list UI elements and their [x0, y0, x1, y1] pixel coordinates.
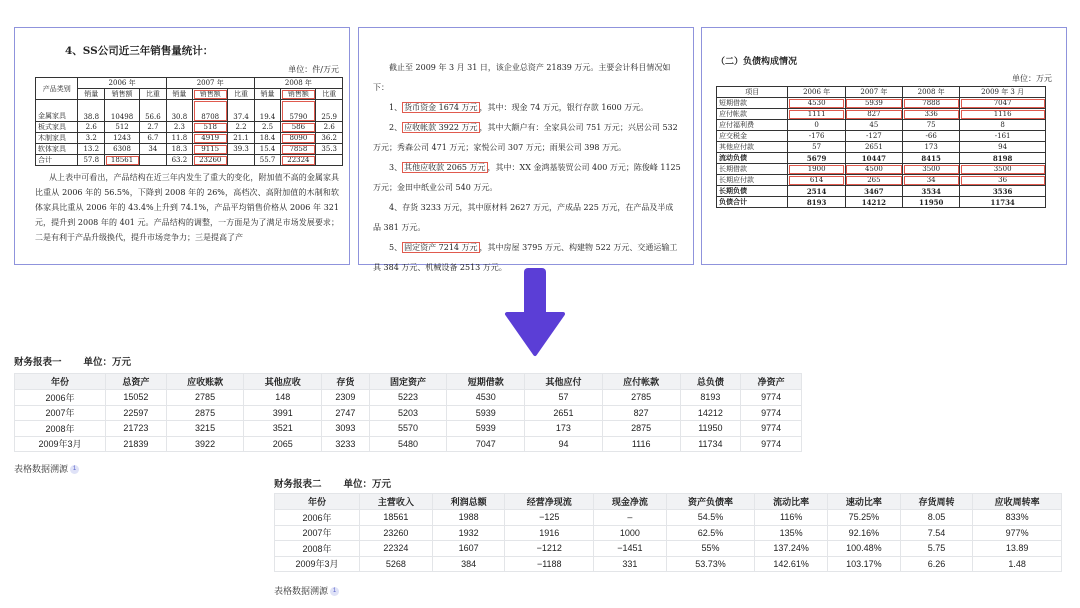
table-cell: 103.17%	[828, 556, 901, 572]
table-cell: 18.4	[254, 133, 281, 144]
table-cell: 金属家具	[36, 100, 78, 122]
table-cell: 应交税金	[717, 131, 788, 142]
table-cell: −125	[505, 510, 594, 526]
report1-table	[14, 373, 802, 452]
report1-source-link[interactable]	[14, 462, 79, 475]
item-number: 1、	[389, 103, 403, 112]
sales-table	[35, 77, 343, 166]
table-cell: 2008年	[275, 541, 360, 557]
table-cell: 518	[193, 122, 228, 133]
table-cell: 92.16%	[828, 525, 901, 541]
table-cell: 1607	[432, 541, 505, 557]
table-cell: 1.48	[973, 556, 1062, 572]
item-number: 5、	[389, 243, 403, 252]
table-row	[36, 100, 343, 122]
table-cell: 56.6	[140, 100, 167, 122]
source-badge: 1	[70, 465, 79, 474]
table-cell: 1988	[432, 510, 505, 526]
table-cell: 6308	[105, 144, 140, 155]
table-cell: 2785	[166, 390, 244, 406]
table-cell: 14212	[680, 405, 741, 421]
table-cell: 2309	[322, 390, 369, 406]
table-cell: 2.2	[228, 122, 255, 133]
table-cell: 14212	[845, 197, 902, 208]
table-cell: 21839	[106, 436, 167, 452]
table-row	[36, 122, 343, 133]
table-cell: 5939	[447, 421, 525, 437]
column-header: 2006 年	[788, 87, 845, 98]
highlight-box: 其他应收款 2065 万元	[404, 163, 486, 172]
table-cell: 614	[788, 175, 845, 186]
table-cell: 55.7	[254, 155, 281, 166]
table-row	[275, 525, 1062, 541]
table-cell: 19.4	[254, 100, 281, 122]
table-cell: 5480	[369, 436, 447, 452]
table-cell: 827	[602, 405, 680, 421]
table-cell: 2006年	[275, 510, 360, 526]
table-row	[15, 436, 802, 452]
table-cell: 2.6	[316, 122, 343, 133]
table-cell: 8415	[903, 153, 960, 164]
table-cell: 23260	[193, 155, 228, 166]
table-cell: 应付帐款	[717, 109, 788, 120]
table-cell	[228, 155, 255, 166]
table-cell: −1188	[505, 556, 594, 572]
asset-item	[373, 158, 681, 198]
table-cell: 8	[960, 120, 1046, 131]
table-cell: 100.48%	[828, 541, 901, 557]
column-header: 其他应收	[244, 374, 322, 390]
report2-source-link[interactable]	[274, 584, 339, 597]
table-cell: 2008年	[15, 421, 106, 437]
table-cell: 116%	[755, 510, 828, 526]
column-header: 年份	[275, 494, 360, 510]
table-cell: 11734	[680, 436, 741, 452]
asset-item	[373, 198, 681, 238]
table-cell: 30.8	[166, 100, 193, 122]
table-row	[717, 109, 1046, 120]
table-row	[36, 155, 343, 166]
table-cell: −1212	[505, 541, 594, 557]
table-cell: 2.3	[166, 122, 193, 133]
report1-title: 财务报表一	[14, 357, 62, 368]
table-cell: 2875	[602, 421, 680, 437]
table-cell: 15052	[106, 390, 167, 406]
table-cell: 4500	[845, 164, 902, 175]
table-cell: 13.89	[973, 541, 1062, 557]
table-cell: 37.4	[228, 100, 255, 122]
table-cell: 21.1	[228, 133, 255, 144]
table-cell: 3500	[903, 164, 960, 175]
highlight-box: 应收帐款 3922 万元	[404, 123, 478, 132]
table-cell: 21723	[106, 421, 167, 437]
table-cell: 2065	[244, 436, 322, 452]
source-document-liabilities	[701, 27, 1067, 265]
table-row	[275, 510, 1062, 526]
table-cell: 10498	[105, 100, 140, 122]
table-cell: 7858	[281, 144, 316, 155]
item-text: ，其中大额户有：全家具公司 751 万元；兴居公司 532 万元；秀森公司 471 万元；家悦公司 307 万元；雨果公司 398 万元。	[373, 123, 678, 152]
report1-unit: 单位：万元	[83, 357, 132, 368]
table-header-row	[275, 494, 1062, 510]
doc3-title: （二）负债构成情况	[716, 57, 798, 67]
table-cell: 8708	[193, 100, 228, 122]
doc2-intro: 截止至 2009 年 3 月 31 日，该企业总资产 21839 万元。主要会计科目情况如下：	[373, 63, 671, 92]
table-cell: 2747	[322, 405, 369, 421]
table-cell: 75.25%	[828, 510, 901, 526]
report2-title-bar	[274, 476, 413, 490]
table-row	[717, 98, 1046, 109]
table-cell: 3.2	[78, 133, 105, 144]
table-row	[36, 144, 343, 155]
table-cell: 13.2	[78, 144, 105, 155]
table-cell	[140, 155, 167, 166]
table-cell: 板式家具	[36, 122, 78, 133]
table-cell: 512	[105, 122, 140, 133]
table-cell: 7047	[447, 436, 525, 452]
table-cell: 94	[525, 436, 603, 452]
table-cell: 22324	[360, 541, 433, 557]
table-cell: 长期应付款	[717, 175, 788, 186]
column-header: 2009 年 3 月	[960, 87, 1046, 98]
table-cell: 18.3	[166, 144, 193, 155]
table-cell: 63.2	[166, 155, 193, 166]
table-cell: 35.3	[316, 144, 343, 155]
table-cell: 3093	[322, 421, 369, 437]
item-text: ，其中：XX 金鸿基装贸公司 400 万元；陈俊峰 1125 万元；金田中纸业公司 540 万元。	[373, 163, 681, 192]
table-row	[15, 421, 802, 437]
table-header-row	[15, 374, 802, 390]
table-cell: 3233	[322, 436, 369, 452]
table-cell: 36	[960, 175, 1046, 186]
table-cell: 94	[960, 142, 1046, 153]
table-cell: 135%	[755, 525, 828, 541]
table-row	[36, 133, 343, 144]
column-header: 速动比率	[828, 494, 901, 510]
table-cell: 62.5%	[666, 525, 755, 541]
table-cell: 137.24%	[755, 541, 828, 557]
table-cell: 3922	[166, 436, 244, 452]
table-row	[275, 556, 1062, 572]
table-cell: 3467	[845, 186, 902, 197]
report2-table	[274, 493, 1062, 572]
doc1-unit: 单位：件/万元	[288, 65, 339, 74]
table-cell: 2009年3月	[15, 436, 106, 452]
item-text: ，其中房屋 3795 万元、构建物 522 万元、交通运输工具 384 万元、机械设备 2513 万元。	[373, 243, 678, 272]
highlight-box: 货币资金 1674 万元	[404, 103, 478, 112]
source-badge: 1	[330, 587, 339, 596]
table-cell: 34	[903, 175, 960, 186]
table-cell: 55%	[666, 541, 755, 557]
table-cell: 2006年	[15, 390, 106, 406]
table-cell: 8193	[680, 390, 741, 406]
table-header-row	[717, 87, 1046, 98]
column-header: 项目	[717, 87, 788, 98]
table-cell: 8198	[960, 153, 1046, 164]
table-cell: 11950	[903, 197, 960, 208]
column-header: 短期借款	[447, 374, 525, 390]
column-header: 经营净现流	[505, 494, 594, 510]
source-label: 表格数据溯源	[274, 586, 329, 596]
source-document-assets	[358, 27, 694, 272]
year-header: 2006 年	[78, 78, 166, 89]
table-row	[15, 390, 802, 406]
highlight-box: 固定资产 7214 万元	[404, 243, 478, 252]
table-cell: 833%	[973, 510, 1062, 526]
table-cell: 5223	[369, 390, 447, 406]
table-cell: 流动负债	[717, 153, 788, 164]
table-cell: 短期借款	[717, 98, 788, 109]
sales-corner: 产品类别	[36, 78, 78, 100]
table-cell: 25.9	[316, 100, 343, 122]
item-number: 2、	[389, 123, 403, 132]
table-row	[717, 186, 1046, 197]
table-cell: 18561	[105, 155, 140, 166]
table-cell: 384	[432, 556, 505, 572]
table-cell: 1000	[594, 525, 667, 541]
table-cell: 53.73%	[666, 556, 755, 572]
column-header: 流动比率	[755, 494, 828, 510]
table-cell: 6.7	[140, 133, 167, 144]
table-cell: 1111	[788, 109, 845, 120]
table-cell: 148	[244, 390, 322, 406]
year-header: 2007 年	[166, 78, 254, 89]
table-cell: 38.8	[78, 100, 105, 122]
table-cell: 977%	[973, 525, 1062, 541]
table-cell: 2785	[602, 390, 680, 406]
table-cell: 2875	[166, 405, 244, 421]
table-row	[717, 197, 1046, 208]
table-cell: 9115	[193, 144, 228, 155]
table-cell: 2651	[845, 142, 902, 153]
table-cell: -161	[960, 131, 1046, 142]
report2-unit: 单位：万元	[343, 479, 392, 490]
table-cell: 1116	[602, 436, 680, 452]
table-cell: 5790	[281, 100, 316, 122]
column-header: 其他应付	[525, 374, 603, 390]
table-cell: 3521	[244, 421, 322, 437]
table-cell: 3991	[244, 405, 322, 421]
table-cell: 8.05	[900, 510, 973, 526]
table-cell: 9774	[741, 436, 802, 452]
year-header: 2008 年	[254, 78, 342, 89]
column-header: 存货周转	[900, 494, 973, 510]
table-cell: -176	[788, 131, 845, 142]
table-cell: 6.26	[900, 556, 973, 572]
column-header: 净资产	[741, 374, 802, 390]
sub-header: 销量	[254, 89, 281, 100]
table-cell: 7888	[903, 98, 960, 109]
table-cell: 2651	[525, 405, 603, 421]
asset-item	[373, 118, 681, 158]
table-cell: 合计	[36, 155, 78, 166]
table-cell: 8090	[281, 133, 316, 144]
column-header: 应收周转率	[973, 494, 1062, 510]
table-cell: 其他应付款	[717, 142, 788, 153]
column-header: 总资产	[106, 374, 167, 390]
sub-header: 销售额	[105, 89, 140, 100]
table-cell: 45	[845, 120, 902, 131]
sub-header: 销量	[78, 89, 105, 100]
table-cell: 1243	[105, 133, 140, 144]
table-cell: 4919	[193, 133, 228, 144]
table-cell: 336	[903, 109, 960, 120]
column-header: 固定资产	[369, 374, 447, 390]
column-header: 利润总额	[432, 494, 505, 510]
table-cell: 57	[525, 390, 603, 406]
table-cell: 7047	[960, 98, 1046, 109]
column-header: 年份	[15, 374, 106, 390]
column-header: 主营收入	[360, 494, 433, 510]
table-cell: 5570	[369, 421, 447, 437]
table-cell: 265	[845, 175, 902, 186]
table-cell: 34	[140, 144, 167, 155]
item-number: 4、	[389, 203, 403, 212]
table-cell: 应付福利费	[717, 120, 788, 131]
column-header: 2008 年	[903, 87, 960, 98]
table-row	[717, 142, 1046, 153]
report2-title: 财务报表二	[274, 479, 322, 490]
table-cell: 1116	[960, 109, 1046, 120]
table-cell: -66	[903, 131, 960, 142]
sub-header: 销量	[166, 89, 193, 100]
table-cell: 长期借款	[717, 164, 788, 175]
column-header: 2007 年	[845, 87, 902, 98]
table-cell: 9774	[741, 390, 802, 406]
table-cell: 3536	[960, 186, 1046, 197]
table-cell: 0	[788, 120, 845, 131]
table-cell: 57.8	[78, 155, 105, 166]
item-text: ，其中：现金 74 万元，银行存款 1600 万元。	[479, 103, 649, 112]
table-row	[15, 405, 802, 421]
table-cell: 2.7	[140, 122, 167, 133]
table-cell: 5939	[447, 405, 525, 421]
table-cell: 7.54	[900, 525, 973, 541]
table-cell: −1451	[594, 541, 667, 557]
table-cell: 软体家具	[36, 144, 78, 155]
table-cell: 5679	[788, 153, 845, 164]
sub-header: 比重	[316, 89, 343, 100]
table-cell: 173	[525, 421, 603, 437]
table-cell: 5203	[369, 405, 447, 421]
table-cell: 11950	[680, 421, 741, 437]
table-cell	[316, 155, 343, 166]
table-cell: 827	[845, 109, 902, 120]
table-cell: 4530	[447, 390, 525, 406]
source-document-sales	[14, 27, 350, 265]
table-cell: 11.8	[166, 133, 193, 144]
table-cell: 11734	[960, 197, 1046, 208]
table-cell: 57	[788, 142, 845, 153]
table-cell: –	[594, 510, 667, 526]
table-cell: 15.4	[254, 144, 281, 155]
sub-header: 比重	[140, 89, 167, 100]
table-cell: 22324	[281, 155, 316, 166]
table-cell: 2007年	[275, 525, 360, 541]
table-cell: 36.2	[316, 133, 343, 144]
table-cell: 23260	[360, 525, 433, 541]
table-cell: 10447	[845, 153, 902, 164]
liabilities-table	[716, 86, 1046, 208]
table-cell: 39.3	[228, 144, 255, 155]
table-cell: 142.61%	[755, 556, 828, 572]
column-header: 应付帐款	[602, 374, 680, 390]
table-cell: 5.75	[900, 541, 973, 557]
table-cell: 2007年	[15, 405, 106, 421]
table-cell: 18561	[360, 510, 433, 526]
sub-header: 比重	[228, 89, 255, 100]
table-cell: 586	[281, 122, 316, 133]
doc1-title: 4、SS公司近三年销售量统计：	[65, 45, 214, 57]
column-header: 现金净流	[594, 494, 667, 510]
table-cell: 5268	[360, 556, 433, 572]
table-cell: -127	[845, 131, 902, 142]
table-cell: 3534	[903, 186, 960, 197]
table-cell: 9774	[741, 405, 802, 421]
table-cell: 4530	[788, 98, 845, 109]
table-cell: 3215	[166, 421, 244, 437]
asset-item	[373, 98, 681, 118]
table-row	[275, 541, 1062, 557]
table-cell: 长期负债	[717, 186, 788, 197]
report1-title-bar	[14, 354, 153, 368]
table-cell: 54.5%	[666, 510, 755, 526]
table-cell: 负债合计	[717, 197, 788, 208]
table-row	[717, 131, 1046, 142]
table-cell: 1900	[788, 164, 845, 175]
doc3-unit: 单位：万元	[1012, 74, 1052, 83]
table-cell: 1916	[505, 525, 594, 541]
column-header: 资产负债率	[666, 494, 755, 510]
table-cell: 331	[594, 556, 667, 572]
sub-header: 销售额	[193, 89, 228, 100]
table-cell: 木制家具	[36, 133, 78, 144]
arrow-down-icon	[507, 268, 563, 356]
table-row	[717, 120, 1046, 131]
column-header: 总负债	[680, 374, 741, 390]
column-header: 存货	[322, 374, 369, 390]
doc1-paragraph: 从上表中可看出，产品结构在近三年内发生了重大的变化，附加值不高的金属家具比重从 2006 年的 56.5%，下降到 2008 年的 26%，高档次、高附加值的木制和软体家具比重从 2006 年的 43.4%上升到 74.1%，产品平均销售价格从 2006 年 321 元，提升到 2008 年的 401 元。产品结构的调整，一方面是为了满足市场发展要求；二是有利于产品升级换代，提升市场竞争力；三是提高了产	[35, 173, 339, 242]
source-label: 表格数据溯源	[14, 464, 69, 474]
table-cell: 173	[903, 142, 960, 153]
table-cell: 3500	[960, 164, 1046, 175]
column-header: 应收账款	[166, 374, 244, 390]
table-cell: 1932	[432, 525, 505, 541]
item-text: 存货 3233 万元，其中原材料 2627 万元，产成品 225 万元，在产品及半成品 381 万元。	[373, 203, 674, 232]
table-cell: 8193	[788, 197, 845, 208]
table-cell: 2.6	[78, 122, 105, 133]
table-cell: 5939	[845, 98, 902, 109]
table-row	[717, 164, 1046, 175]
table-cell: 22597	[106, 405, 167, 421]
table-cell: 2.5	[254, 122, 281, 133]
table-cell: 2514	[788, 186, 845, 197]
table-row	[717, 153, 1046, 164]
table-cell: 2009年3月	[275, 556, 360, 572]
table-cell: 9774	[741, 421, 802, 437]
table-row	[717, 175, 1046, 186]
table-cell: 75	[903, 120, 960, 131]
item-number: 3、	[389, 163, 403, 172]
sub-header: 销售额	[281, 89, 316, 100]
